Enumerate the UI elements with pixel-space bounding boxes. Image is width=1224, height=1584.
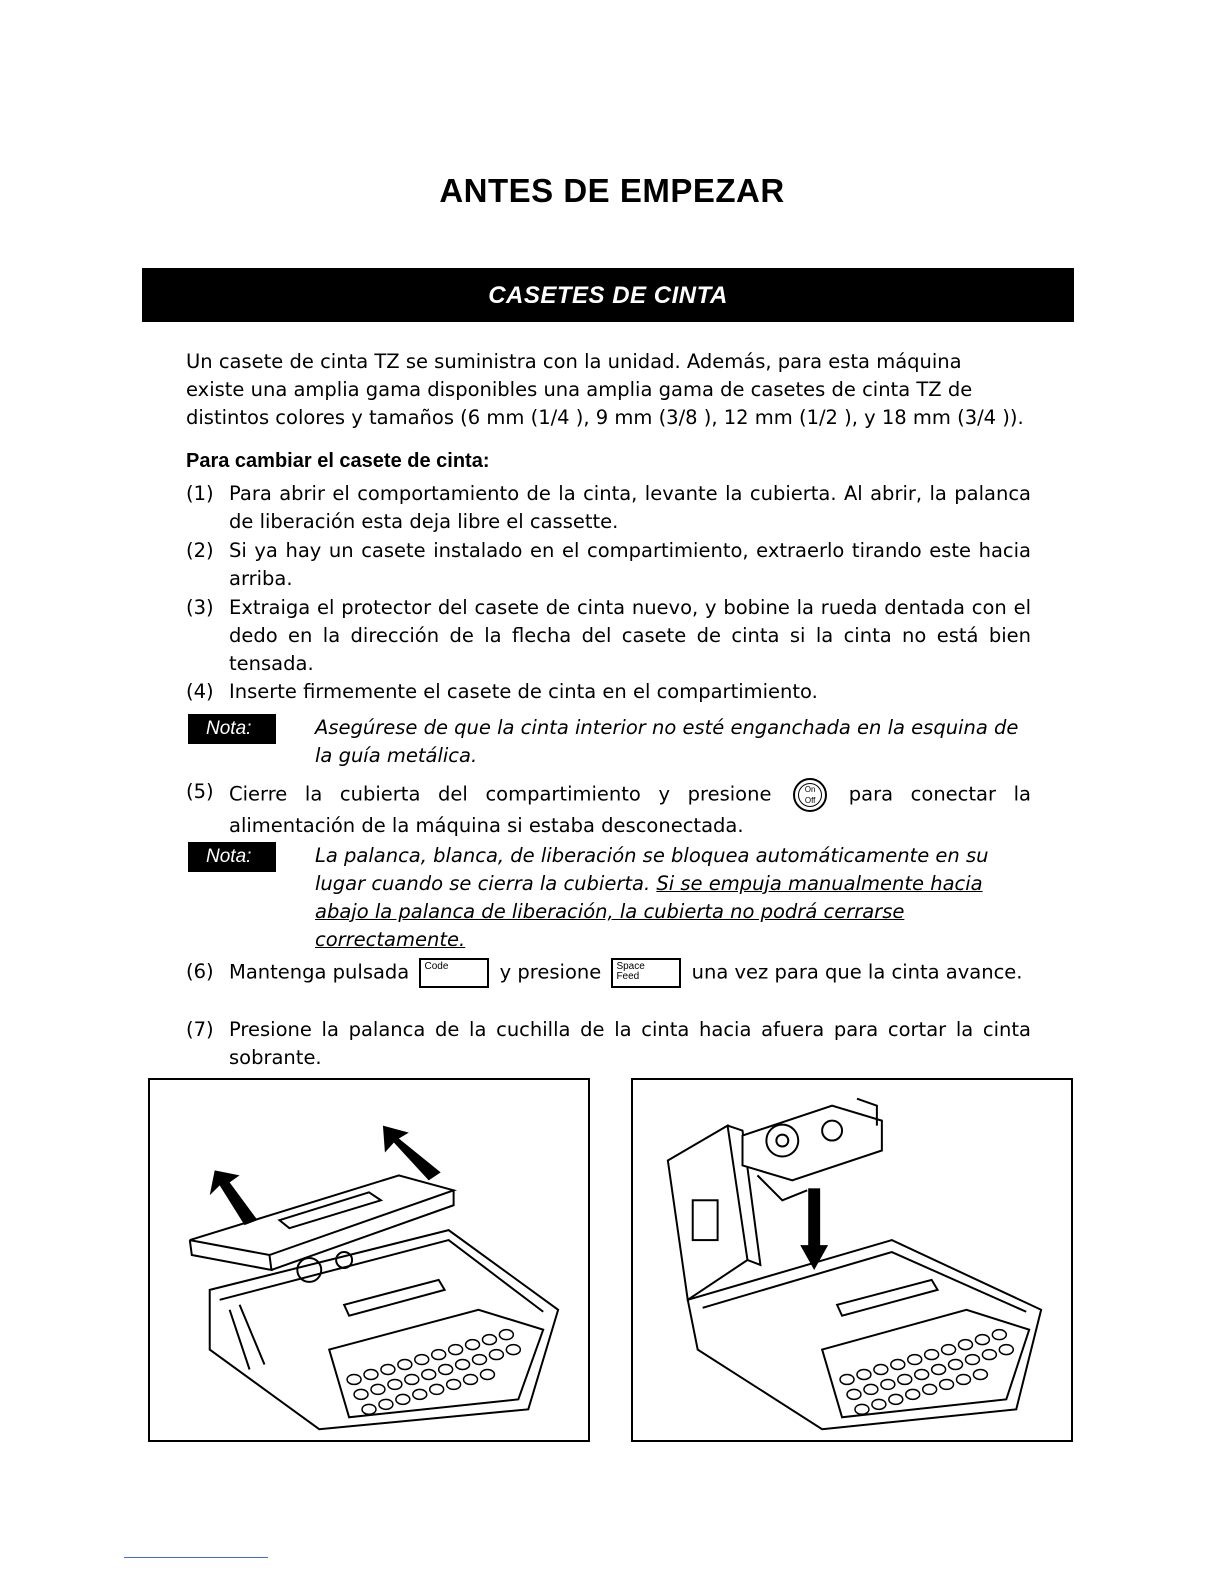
step-1 — [186, 480, 1031, 536]
note-text: Asegúrese de que la cinta interior no esté enganchada en la esquina de la guía metálica. — [315, 716, 1019, 767]
step-2 — [186, 537, 1031, 593]
intro-line: distintos colores y tamaños (6 mm (1/4 ), 9 mm (3/8 ), 12 mm (1/2 ), y 18 mm (3/4 )). — [186, 406, 1024, 429]
step-text-after: para conectar la alimentación de la máquina si estaba desconectada. — [229, 782, 1032, 837]
step-text: Inserte firmemente el casete de cinta en el compartimiento. — [229, 680, 818, 703]
step-text-before: Cierre la cubierta del compartimiento y presione — [229, 782, 772, 806]
key-label: Off — [804, 796, 816, 805]
procedure-heading: Para cambiar el casete de cinta: — [186, 450, 490, 472]
step-4 — [186, 678, 1031, 706]
step-number: (1) — [186, 482, 214, 505]
figure-cover-open — [148, 1078, 590, 1442]
step-text: Presione la palanca de la cuchilla de la cinta hacia afuera para cortar la cinta sobrante. — [229, 1018, 1031, 1069]
note-badge: Nota: — [188, 714, 276, 744]
step-number: (5) — [186, 780, 214, 803]
space-feed-key-icon — [611, 958, 681, 988]
step-number: (2) — [186, 539, 214, 562]
key-label: Space — [616, 961, 645, 972]
intro-line: existe una amplia gama disponibles una amplia gama de casetes de cinta TZ de — [186, 378, 973, 401]
note-text-underlined: Si se empuja manualmente hacia abajo la palanca de liberación, la cubierta no podrá cerrarse correctamente. — [315, 872, 983, 951]
step-7 — [186, 1016, 1031, 1072]
step-text — [229, 778, 1031, 840]
on-off-key-icon — [793, 778, 827, 812]
code-key-icon — [419, 958, 489, 988]
key-label: Feed — [616, 971, 640, 982]
page-title: ANTES DE EMPEZAR — [439, 172, 785, 209]
footer-rule — [124, 1557, 268, 1558]
step-text-middle: y presione — [499, 960, 602, 984]
step-text: Si ya hay un casete instalado en el compartimiento, extraerlo tirando este hacia arriba. — [229, 539, 1031, 590]
step-text-before: Mantenga pulsada — [229, 960, 410, 984]
note-text — [315, 842, 1033, 954]
step-text: Para abrir el comportamiento de la cinta, levante la cubierta. Al abrir, la palanca de liberación esta deja libre el cassette. — [229, 482, 1031, 533]
step-text: Extraiga el protector del casete de cinta nuevo, y bobine la rueda dentada con el dedo en la dirección de la flecha del casete de cinta si la cinta no está bien tensada. — [229, 596, 1031, 675]
note-text-plain: La palanca, blanca, de liberación se bloquea automáticamente en su lugar cuando se cierra la cubierta. — [315, 844, 989, 895]
section-title-bar: CASETES DE CINTA — [142, 268, 1074, 322]
step-text-after: una vez para que la cinta avance. — [691, 960, 1023, 984]
label-printer-cover-open-illustration — [150, 1080, 588, 1440]
intro-line: Un casete de cinta TZ se suministra con la unidad. Además, para esta máquina — [186, 350, 962, 373]
key-label: Code — [424, 961, 449, 972]
note-1 — [188, 714, 1033, 770]
key-label: On — [804, 785, 816, 794]
note-2 — [188, 842, 1033, 954]
step-3 — [186, 594, 1031, 678]
step-number: (6) — [186, 960, 214, 983]
step-text — [229, 958, 1031, 988]
step-6 — [186, 958, 1031, 988]
note-badge: Nota: — [188, 842, 276, 872]
insert-arrow-icon — [800, 1188, 828, 1270]
intro-paragraph — [186, 348, 1056, 432]
step-number: (4) — [186, 680, 214, 703]
step-number: (7) — [186, 1018, 214, 1041]
step-5 — [186, 778, 1031, 840]
step-number: (3) — [186, 596, 214, 619]
label-printer-insert-cassette-illustration — [633, 1080, 1071, 1440]
figure-insert-cassette — [631, 1078, 1073, 1442]
